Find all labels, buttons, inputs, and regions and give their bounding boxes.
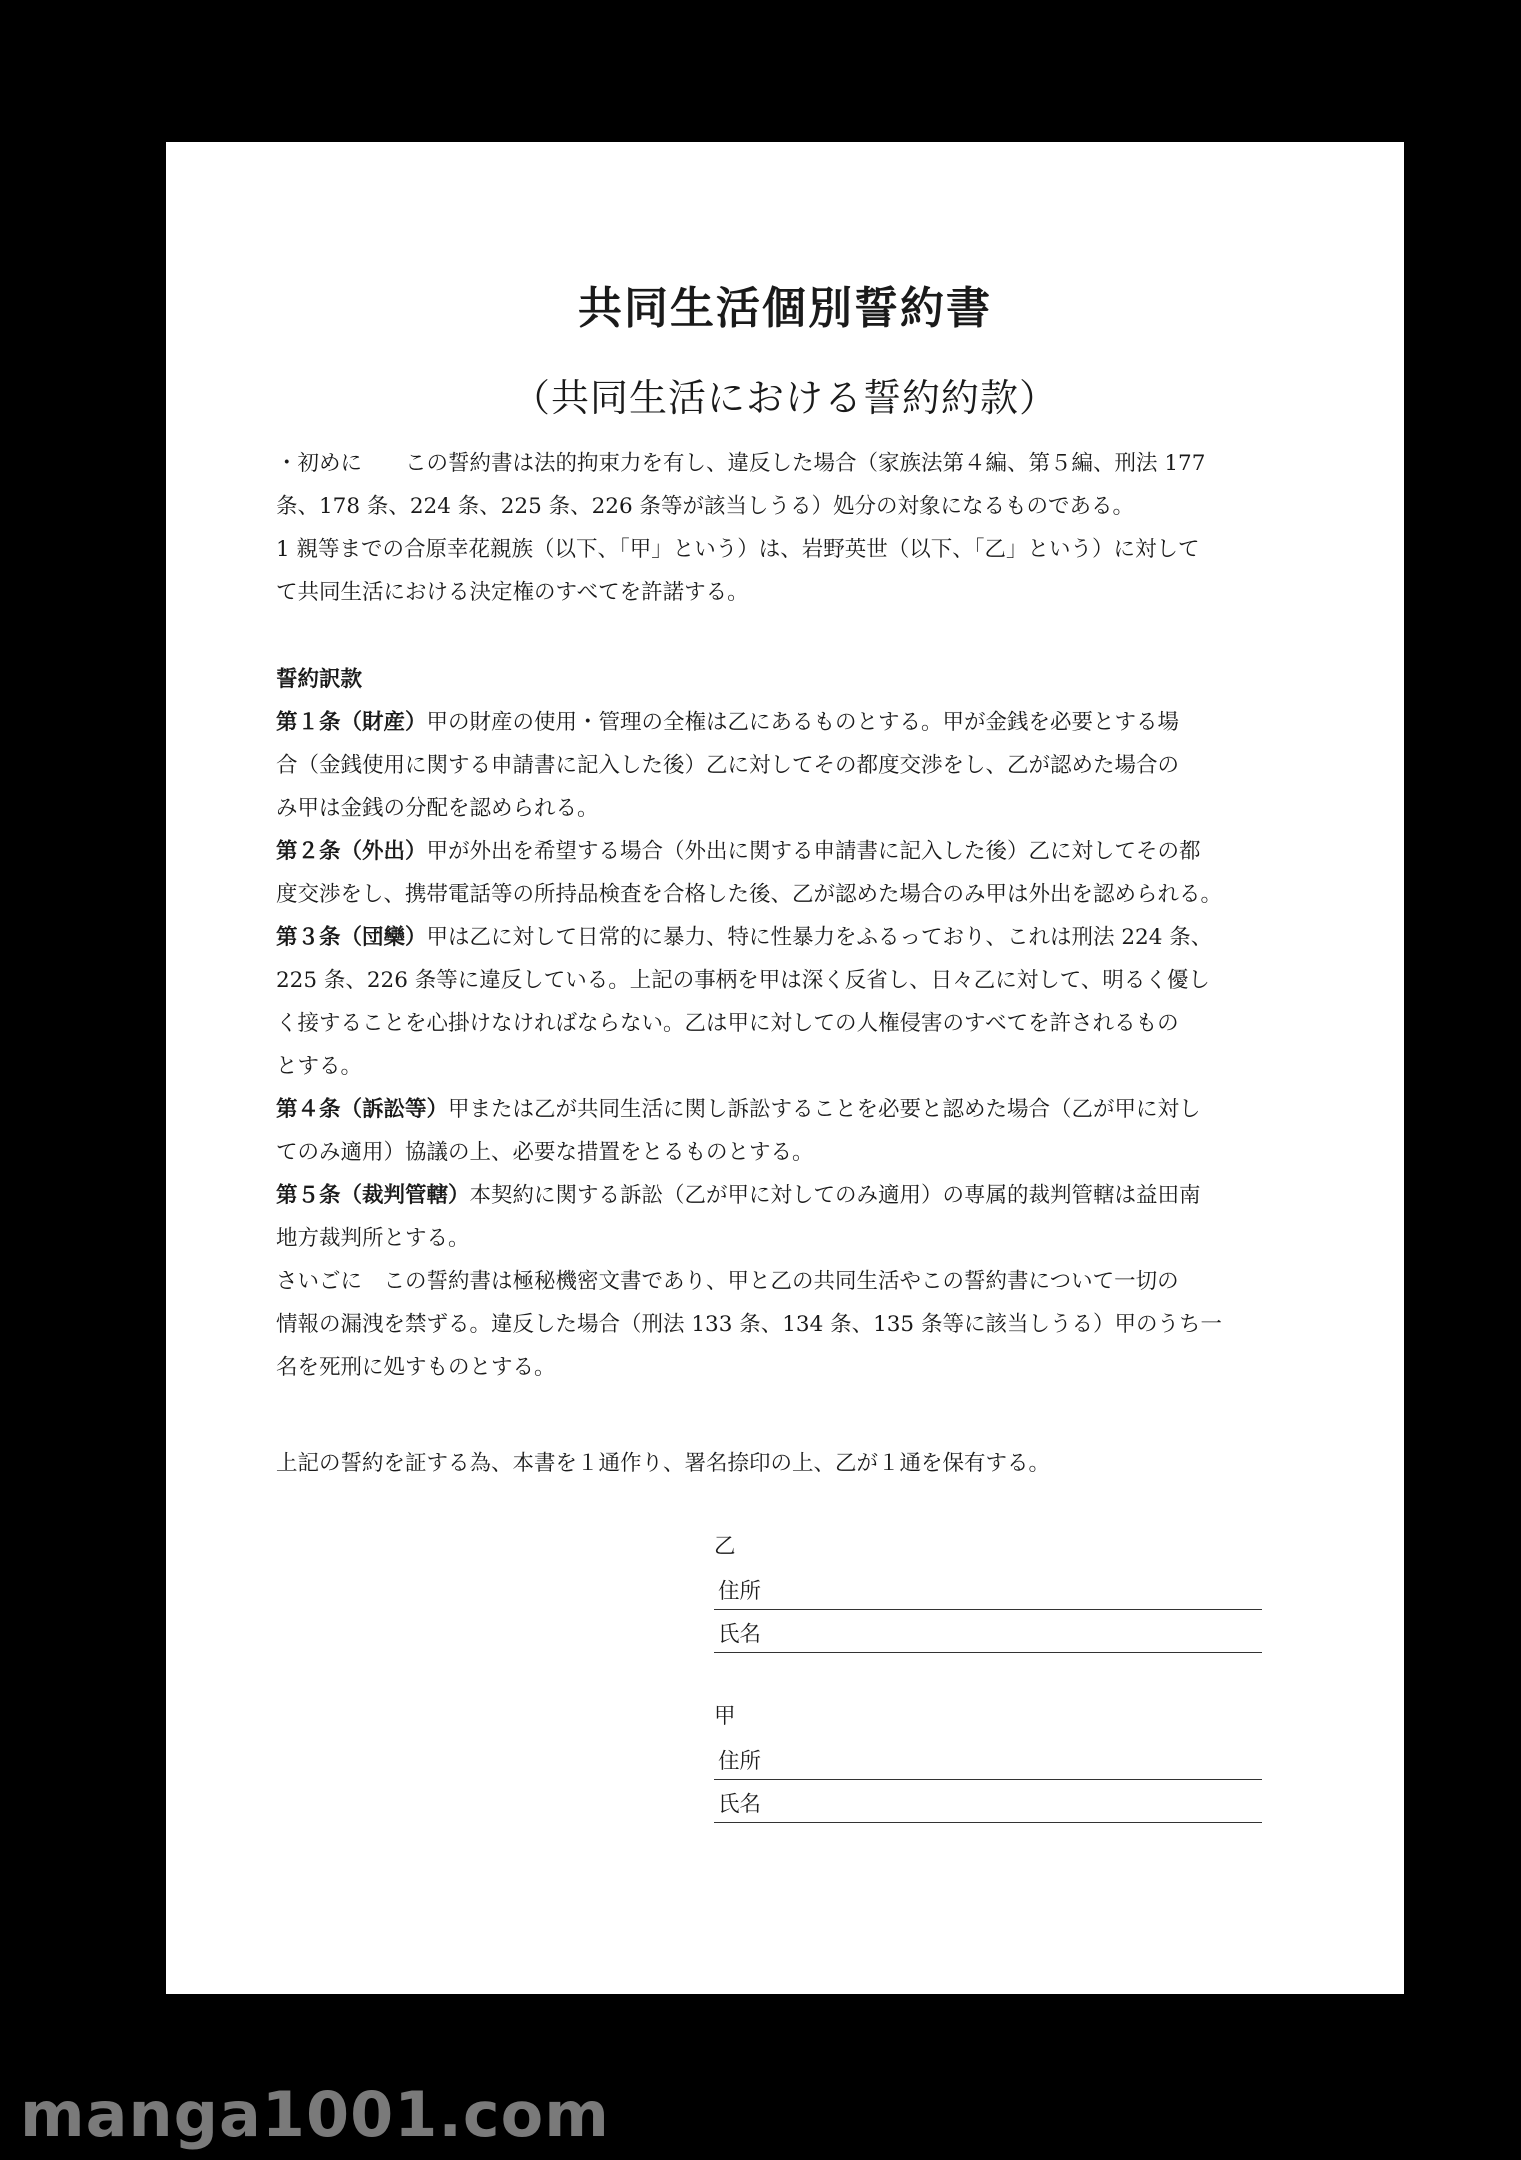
article-text: 合（金銭使用に関する申請書に記入した後）乙に対してその都度交渉をし、乙が認めた場合の [276,753,1180,778]
intro-paragraph [276,442,1326,614]
article-3 [276,916,1326,959]
article-text: 甲は乙に対して日常的に暴力、特に性暴力をふるっており、これは刑法 224 条、 [426,925,1213,950]
article-text: く接することを心掛けなければならない。乙は甲に対しての人権侵害のすべてを許されるもの [276,1011,1179,1036]
section-heading: 誓約訳款 [276,667,363,692]
article-text: 甲または乙が共同生活に関し訴訟することを必要と認めた場合（乙が甲に対し [448,1097,1201,1122]
article-4 [276,1088,1326,1131]
attestation [276,1442,1326,1485]
document-title: 共同生活個別誓約書 [578,283,992,334]
article-heading: 第４条（訴訟等） [276,1097,449,1122]
article-text: 本契約に関する訴訟（乙が甲に対してのみ適用）の専属的裁判管轄は益田南 [469,1183,1201,1208]
article-text: 225 条、226 条等に違反している。上記の事柄を甲は深く反省し、日々乙に対して、明るく優し [276,968,1210,993]
address-field[interactable] [714,1737,1262,1780]
article-5 [276,1174,1326,1217]
name-label: 氏名 [718,1792,762,1817]
contract-page [166,142,1404,1994]
intro-line: て共同生活における決定権のすべてを許諾する。 [276,580,749,605]
name-field[interactable] [714,1780,1262,1823]
intro-line: 条、178 条、224 条、225 条、226 条等が該当しうる）処分の対象になるものである。 [276,494,1134,519]
site-watermark: manga1001.com [20,2078,610,2151]
closing-line: 情報の漏洩を禁ずる。違反した場合（刑法 133 条、134 条、135 条等に該当しうる）甲のうち一 [276,1312,1222,1337]
name-label: 氏名 [718,1622,762,1647]
signature-block-ko [714,1697,1262,1823]
articles-section [276,658,1326,1389]
document-subtitle: （共同生活における誓約約款） [511,376,1058,420]
closing-line: さいごに この誓約書は極秘機密文書であり、甲と乙の共同生活やこの誓約書について一切の [276,1269,1179,1294]
signature-block-otsu [714,1527,1262,1653]
address-label: 住所 [718,1579,762,1604]
article-text: 甲の財産の使用・管理の全権は乙にあるものとする。甲が金銭を必要とする場 [426,710,1180,735]
article-heading: 第２条（外出） [276,839,427,864]
article-text: 地方裁判所とする。 [276,1226,470,1251]
party-label: 甲 [714,1704,736,1729]
address-field[interactable] [714,1567,1262,1610]
article-text: 度交渉をし、携帯電話等の所持品検査を合格した後、乙が認めた場合のみ甲は外出を認められる。 [276,882,1223,907]
attestation-text: 上記の誓約を証する為、本書を１通作り、署名捺印の上、乙が１通を保有する。 [276,1451,1051,1476]
name-field[interactable] [714,1610,1262,1653]
intro-line: 1 親等までの合原幸花親族（以下、「甲」という）は、岩野英世（以下、「乙」という）に対して [276,537,1200,562]
closing-line: 名を死刑に処すものとする。 [276,1355,556,1380]
article-heading: 第３条（団欒） [276,925,427,950]
intro-line: ・初めに この誓約書は法的拘束力を有し、違反した場合（家族法第４編、第５編、刑法 177 [276,451,1206,476]
article-text: 甲が外出を希望する場合（外出に関する申請書に記入した後）乙に対してその都 [426,839,1201,864]
article-1 [276,701,1326,744]
article-text: てのみ適用）協議の上、必要な措置をとるものとする。 [276,1140,814,1165]
article-2 [276,830,1326,873]
article-text: み甲は金銭の分配を認められる。 [276,796,599,821]
article-text: とする。 [276,1054,363,1079]
address-label: 住所 [718,1749,762,1774]
party-label: 乙 [714,1534,736,1559]
article-heading: 第１条（財産） [276,710,427,735]
article-heading: 第５条（裁判管轄） [276,1183,470,1208]
